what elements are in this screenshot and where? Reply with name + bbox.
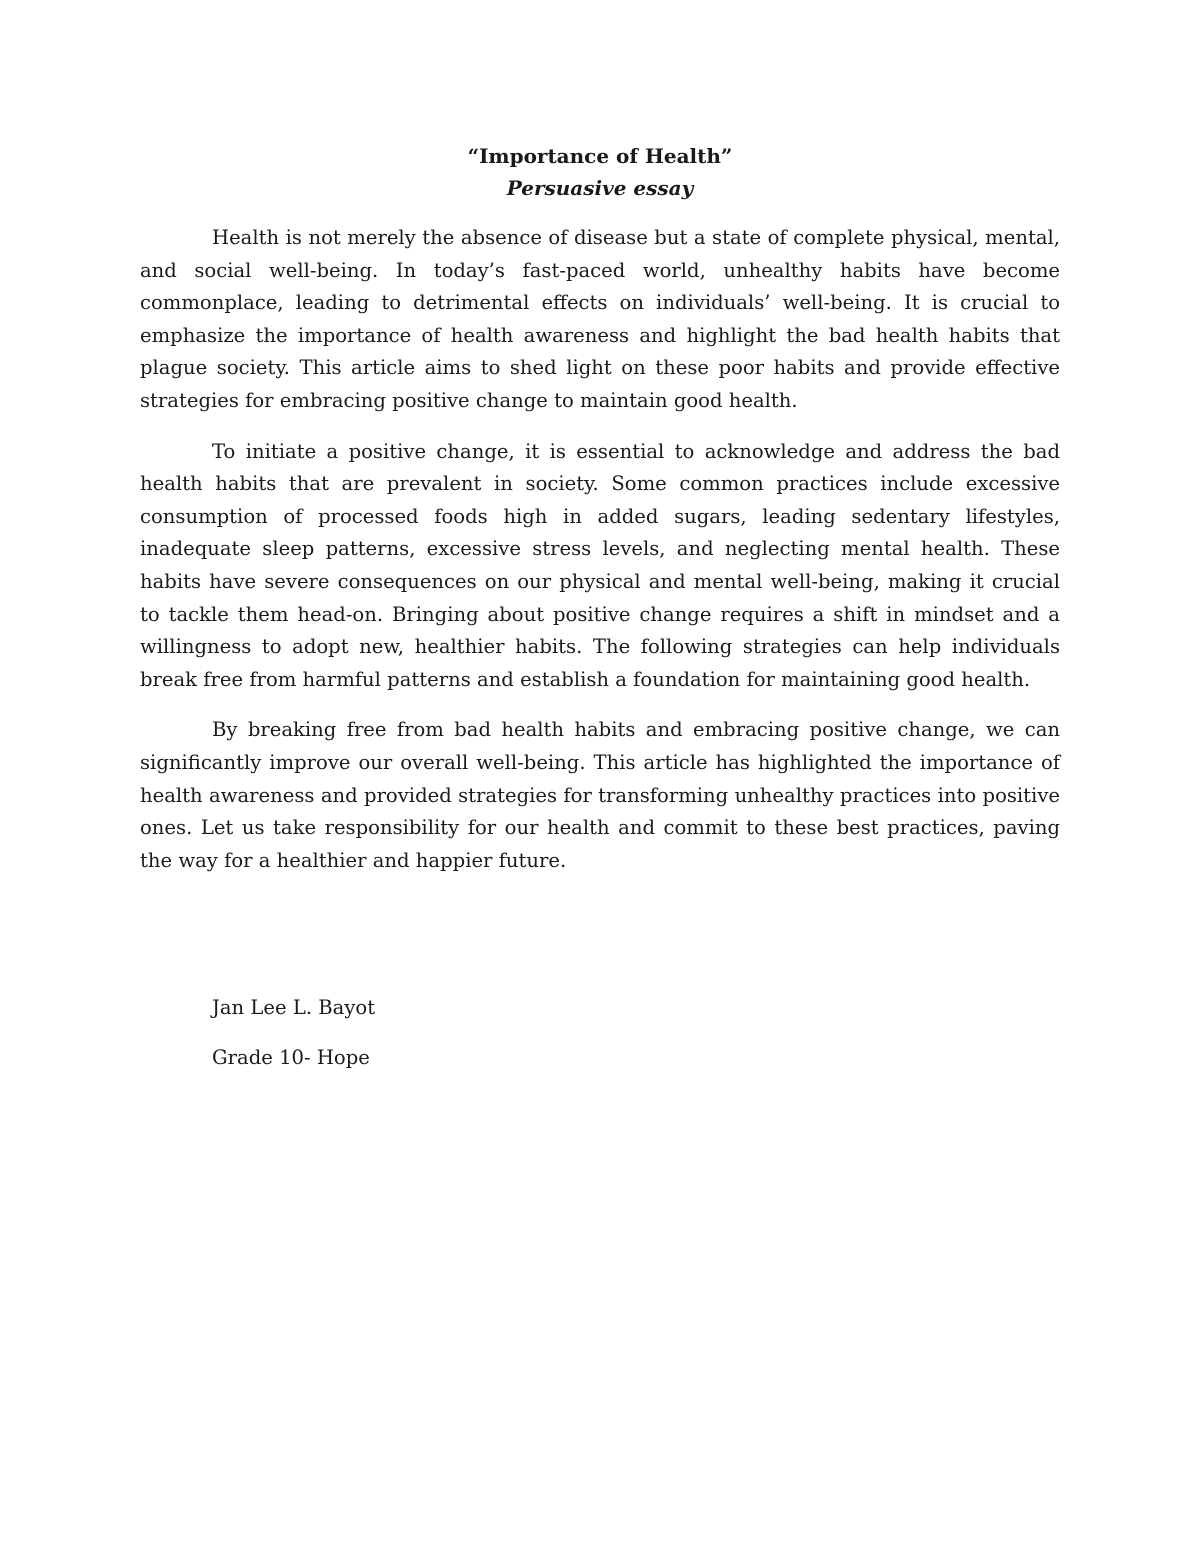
author-grade: Grade 10- Hope	[212, 1046, 370, 1069]
paragraph-intro: Health is not merely the absence of disease but a state of complete physical, mental, and social well-being. In today’s fast-paced world, unhealthy habits have become commonplace, leading to detrimental effects on individuals’ well-being. It is crucial to emphasize the importance of health awareness and highlight the bad health habits that plague society. This article aims to shed light on these poor habits and provide effective strategies for embracing positive change to maintain good health.	[140, 226, 1060, 412]
essay-subtitle: Persuasive essay	[506, 176, 694, 200]
author-name: Jan Lee L. Bayot	[212, 996, 376, 1019]
paragraph-habits: To initiate a positive change, it is essential to acknowledge and address the bad health habits that are prevalent in society. Some common practices include excessive consumption of processed foods high in added sugars, leading sedentary lifestyles, inadequate sleep patterns, excessive stress levels, and neglecting mental health. These habits have severe consequences on our physical and mental well-being, making it crucial to tackle them head-on. Bringing about positive change requires a shift in mindset and a willingness to adopt new, healthier habits. The following strategies can help individuals break free from harmful patterns and establish a foundation for maintaining good health.	[140, 439, 1060, 691]
essay-title: “Importance of Health”	[467, 144, 733, 168]
title-block	[140, 140, 1060, 204]
paragraph-conclusion: By breaking free from bad health habits and embracing positive change, we can significantly improve our overall well-being. This article has highlighted the importance of health awareness and provided strategies for transforming unhealthy practices into positive ones. Let us take responsibility for our health and commit to these best practices, paving the way for a healthier and happier future.	[140, 718, 1060, 872]
essay-body	[140, 222, 1060, 895]
